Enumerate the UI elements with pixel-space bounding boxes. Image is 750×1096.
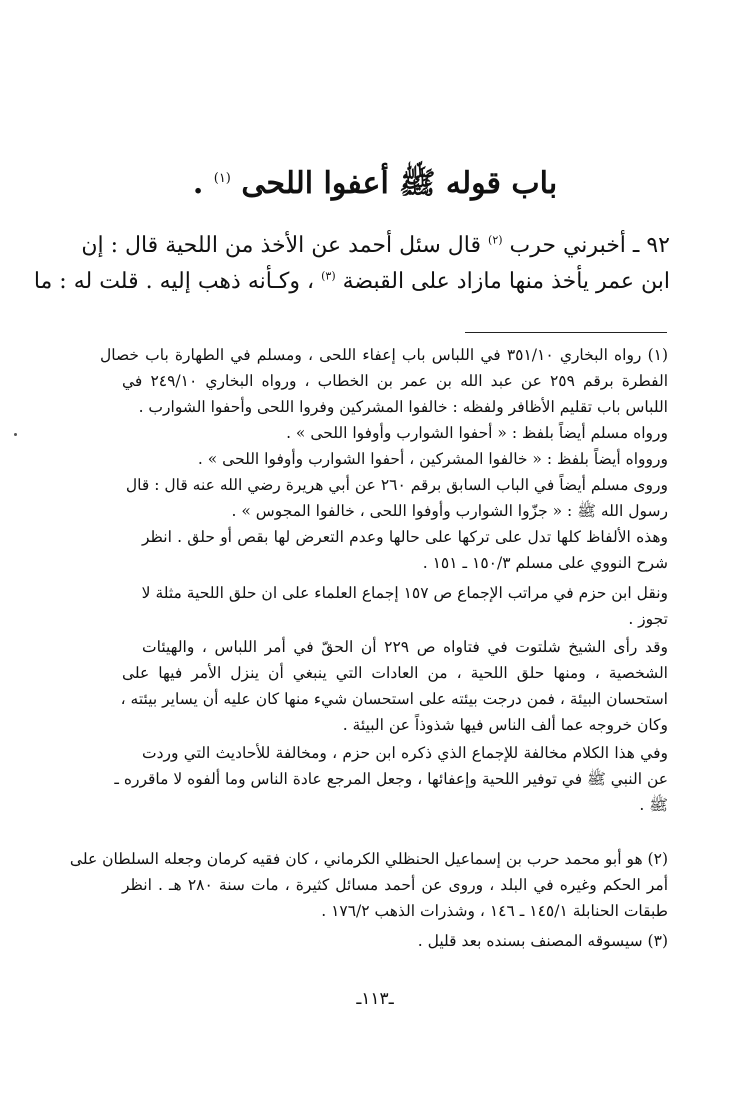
footnote-line: ﷺ . <box>639 796 668 814</box>
footnote-line: رسول الله ﷺ : « جزّوا الشوارب وأوفوا اللحى ، خالفوا المجوس » . <box>231 502 668 520</box>
footnote-line: اللباس باب تقليم الأظافر ولفظه : خالفوا المشركين وفروا اللحى وأحفوا الشوارب . <box>138 398 668 416</box>
body-line-1 <box>81 229 670 263</box>
footnote-line: الشخصية ، ومنها حلق اللحية ، من العادات التي ينبغي أن ينزل الأمر فيها على <box>122 664 668 682</box>
footnote-line: طبقات الحنابلة ١٤٥/١ ـ ١٤٦ ، وشذرات الذهب ١٧٦/٢ . <box>321 902 668 920</box>
footnote-line: شرح النووي على مسلم ١٥٠/٣ ـ ١٥١ . <box>422 554 668 572</box>
footnote-line: تجوز . <box>628 610 668 628</box>
footnote-separator <box>465 332 667 333</box>
body-line-2 <box>33 265 670 299</box>
body-text: ، وكـأنه ذهب إليه . قلت له : ما <box>33 269 315 294</box>
footnote-line: (٣) سيسوقه المصنف بسنده بعد قليل . <box>417 932 668 950</box>
footnote-line: ورواه مسلم أيضاً بلفظ : « أحفوا الشوارب وأوفوا اللحى » . <box>286 424 668 442</box>
footnote-line: وهذه الألفاظ كلها تدل على تركها على حالها وعدم التعرض لها بقص أو حلق . انظر <box>142 528 668 546</box>
body-text: قال سئل أحمد عن الأخذ من اللحية قال : إن <box>81 233 482 258</box>
footnote-ref-1: (١) <box>213 171 231 186</box>
footnote-line: وكان خروجه عما ألف الناس فيها شذوذاً عن البيئة . <box>342 716 668 734</box>
footnote-line: ونقل ابن حزم في مراتب الإجماع ص ١٥٧ إجماع العلماء على ان حلق اللحية مثلة لا <box>141 584 668 602</box>
footnote-ref-3: (٣) <box>321 269 336 283</box>
footnote-line: استحسان البيئة ، فمن درجت بيئته على استحسان شيء منها كان عليه أن يساير بيئته ، <box>120 690 668 708</box>
footnote-line: عن النبي ﷺ في توفير اللحية وإعفائها ، وجعل المرجع عادة الناس وما ألفوه لا ماقرره ـ <box>114 770 668 788</box>
footnote-line: وفي هذا الكلام مخالفة للإجماع الذي ذكره ابن حزم ، ومخالفة للأحاديث التي وردت <box>142 744 668 762</box>
footnote-line: الفطرة برقم ٢٥٩ عن عبد الله بن عمر بن الخطاب ، ورواه البخاري ٢٤٩/١٠ في <box>122 372 669 390</box>
footnote-ref-2: (٢) <box>488 233 503 247</box>
footnote-line: (٢) هو أبو محمد حرب بن إسماعيل الحنظلي الكرماني ، كان فقيه كرمان وجعله السلطان على <box>69 850 668 868</box>
footnote-line: وروواه أيضاً بلفظ : « خالفوا المشركين ، أحفوا الشوارب وأوفوا اللحى » . <box>197 450 668 468</box>
chapter-title-text: باب قوله ﷺ أعفوا اللحى <box>241 166 558 201</box>
page-number: ـ١١٣ـ <box>356 989 394 1009</box>
body-text: ابن عمر يأخذ منها مازاد على القبضة <box>342 269 670 294</box>
footnote-line: (١) رواه البخاري ٣٥١/١٠ في اللباس باب إعفاء اللحى ، ومسلم في الطهارة باب خصال <box>100 346 669 364</box>
body-text: ٩٢ ـ أخبرني حرب <box>509 233 670 258</box>
footnote-line: وروى مسلم أيضاً في الباب السابق برقم ٢٦٠ عن أبي هريرة رضي الله عنه قال : قال <box>125 476 668 494</box>
footnote-line: أمر الحكم وغيره في البلد ، وروى عن أحمد مسائل كثيرة ، مات سنة ٢٨٠ هـ . انظر <box>122 876 669 894</box>
chapter-title <box>150 162 600 206</box>
chapter-title-end: . <box>192 166 204 201</box>
footnote-line: وقد رأى الشيخ شلتوت في فتاواه ص ٢٢٩ أن الحقّ في أمر اللباس ، والهيئات <box>142 638 668 656</box>
scan-speck <box>14 433 17 436</box>
